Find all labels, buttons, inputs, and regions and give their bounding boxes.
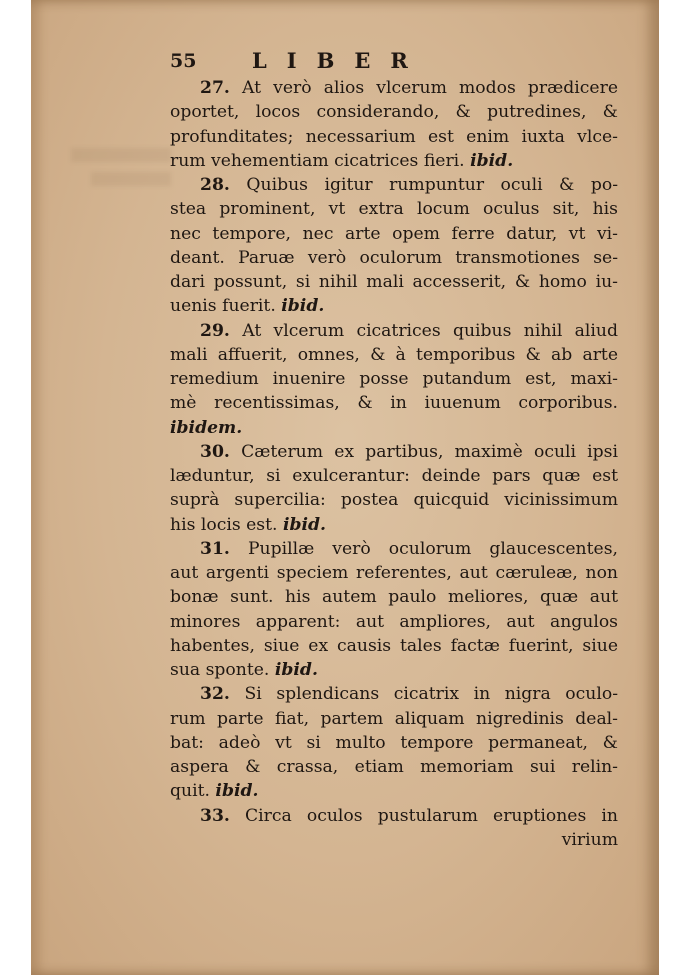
text-line: bonæ sunt. his autem paulo meliores, quæ aut — [170, 587, 618, 608]
text-line — [170, 319, 618, 343]
text-line: mè recentissimas, & in iuuenum corporibus. — [170, 393, 618, 414]
line-text: Si splendicans cicatrix in nigra oculo- — [244, 684, 618, 705]
line-text: his locis est. — [170, 514, 278, 535]
text-line: deant. Paruæ verò oculorum transmotiones se- — [170, 247, 618, 268]
text-line — [170, 76, 618, 100]
text-line: oportet, locos considerando, & putredines, & — [170, 102, 618, 123]
text-line — [170, 294, 618, 318]
text-line: aut argenti speciem referentes, aut cæruleæ, non — [170, 563, 618, 583]
page-header — [170, 48, 618, 76]
line-text: At vlcerum cicatrices quibus nihil aliud — [242, 320, 618, 341]
text-line: dari possunt, si nihil mali accesserit, & homo iu- — [170, 272, 618, 292]
paragraph-number: 33. — [200, 805, 230, 826]
line-text: rum vehementiam cicatrices fieri. — [170, 150, 465, 171]
reference: ibid. — [281, 296, 325, 317]
text-line — [170, 416, 618, 440]
show-through-mark — [71, 148, 171, 162]
paragraph-27 — [170, 76, 618, 173]
page-text — [170, 48, 618, 852]
reference: ibid. — [282, 514, 327, 535]
paragraph-32 — [170, 682, 618, 803]
catchword: virium — [561, 829, 618, 850]
text-line — [170, 149, 618, 173]
page-number: 55 — [170, 50, 197, 72]
reference: ibid. — [274, 660, 318, 680]
text-line: læduntur, si exulcerantur: deinde pars quæ est — [170, 466, 618, 486]
text-line — [170, 682, 618, 706]
text-line: profunditates; necessarium est enim iuxta vlce- — [170, 126, 618, 147]
text-line: mali affuerit, omnes, & à temporibus & ab arte — [170, 344, 618, 365]
text-line: suprà supercilia: postea quicquid vicinissimum — [170, 490, 618, 511]
text-line — [170, 173, 618, 197]
paragraph-number: 30. — [200, 441, 230, 462]
paragraph-number: 29. — [200, 320, 230, 341]
paragraph-29 — [170, 319, 618, 440]
reference: ibid. — [470, 150, 514, 171]
text-line: remedium inuenire posse putandum est, maxi- — [170, 369, 618, 389]
line-text: Pupillæ verò oculorum glaucescentes, — [247, 538, 618, 559]
text-line — [170, 440, 618, 464]
paragraph-31 — [170, 537, 618, 683]
show-through-mark — [91, 172, 171, 186]
text-line — [170, 537, 618, 561]
line-text: quit. — [170, 781, 210, 802]
text-line: habentes, siue ex causis tales factæ fuerint, siue — [170, 635, 618, 656]
reference: ibidem. — [170, 417, 243, 438]
text-line — [170, 779, 618, 803]
paragraph-30 — [170, 440, 618, 537]
text-line: aspera & crassa, etiam memoriam sui relin- — [170, 757, 618, 777]
text-line: rum parte fiat, partem aliquam nigredinis deal- — [170, 708, 618, 729]
line-text: At verò alios vlcerum modos prædicere — [242, 78, 618, 98]
paragraph-number: 31. — [200, 538, 230, 559]
running-head: LIBER — [252, 48, 428, 73]
text-line: minores apparent: aut ampliores, aut angulos — [170, 611, 618, 632]
line-text: uenis fuerit. — [170, 296, 276, 317]
text-line — [170, 658, 618, 682]
paragraph-number: 32. — [200, 684, 230, 705]
paragraph-number: 28. — [200, 175, 230, 195]
text-line: nec tempore, nec arte opem ferre datur, vt vi- — [170, 223, 618, 244]
paragraph-28 — [170, 173, 618, 319]
paragraph-number: 27. — [200, 78, 230, 98]
line-text: Circa oculos pustularum eruptiones in — [245, 805, 618, 826]
line-text: Quibus igitur rumpuntur oculi & po- — [246, 175, 618, 195]
reference: ibid. — [215, 781, 259, 802]
text-line: stea prominent, vt extra locum oculus sit, his — [170, 199, 618, 220]
line-text: sua sponte. — [170, 660, 270, 680]
paragraph-33 — [170, 804, 618, 853]
text-line — [170, 804, 618, 828]
line-text: Cæterum ex partibus, maximè oculi ipsi — [241, 441, 618, 462]
text-line: bat: adeò vt si multo tempore permaneat, & — [170, 732, 618, 753]
text-line — [170, 513, 618, 537]
